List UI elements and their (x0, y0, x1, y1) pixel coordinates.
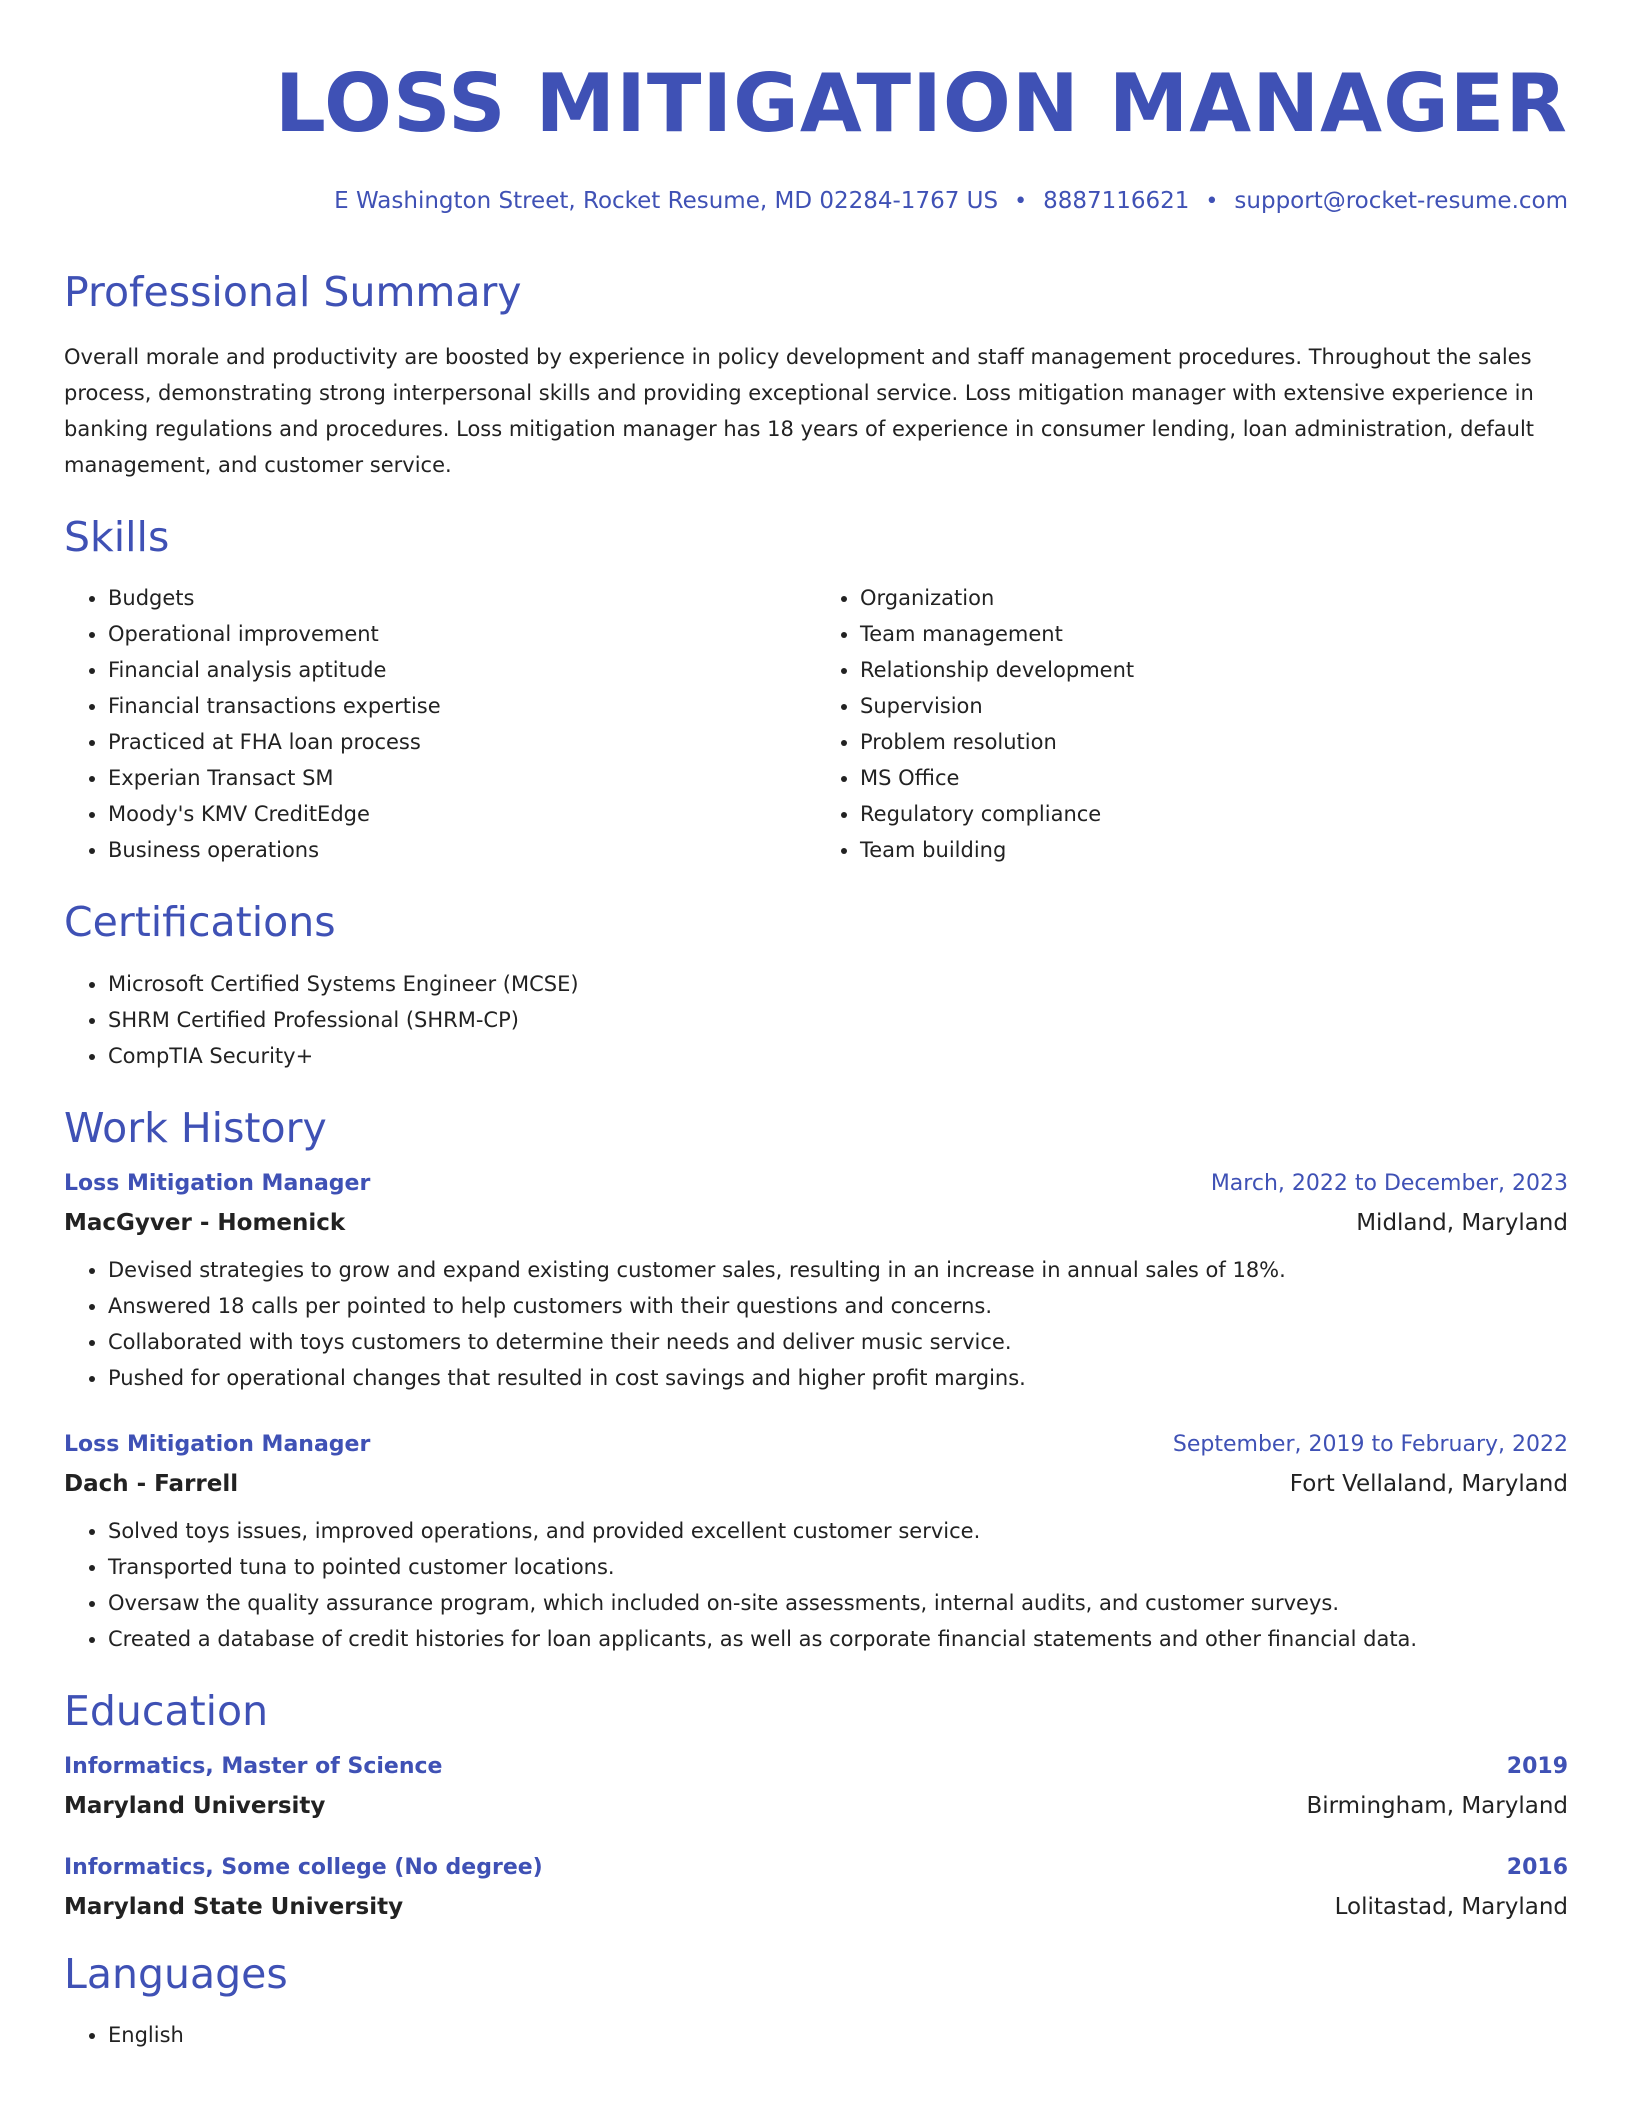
job-bullet: • Created a database of credit histories for loan applicants, as well as corporate financial statements and other financial data. (108, 1621, 1568, 1657)
languages-list (64, 2017, 1568, 2053)
education-year: 2019 (1506, 1753, 1568, 1779)
skill-item: • Budgets (108, 580, 816, 616)
skill-item: • Regulatory compliance (860, 796, 1568, 832)
education-section (64, 1687, 1568, 1920)
job-bullets (64, 1513, 1568, 1657)
skill-item: • Financial analysis aptitude (108, 652, 816, 688)
skill-item: • Team management (860, 616, 1568, 652)
contact-line (64, 188, 1568, 214)
language-item: • English (108, 2017, 1568, 2053)
education-location: Lolitastad, Maryland (1334, 1893, 1568, 1920)
job-role: Loss Mitigation Manager (64, 1170, 371, 1196)
job-location: Midland, Maryland (1356, 1209, 1568, 1236)
job-subheader (64, 1210, 1568, 1236)
education-year: 2016 (1506, 1854, 1568, 1880)
skill-item: • Operational improvement (108, 616, 816, 652)
education-degree: Informatics, Some college (No degree) (64, 1854, 543, 1880)
job-company: MacGyver - Homenick (64, 1209, 346, 1236)
job-header (64, 1432, 1568, 1457)
skill-item: • Supervision (860, 688, 1568, 724)
job-bullet: • Transported tuna to pointed customer locations. (108, 1549, 1568, 1585)
section-title-skills: Skills (64, 513, 170, 562)
skill-item: • Problem resolution (860, 724, 1568, 760)
skill-item: • Moody's KMV CreditEdge (108, 796, 816, 832)
education-header (64, 1855, 1568, 1880)
skill-item: • Financial transactions expertise (108, 688, 816, 724)
job-bullet: • Collaborated with toys customers to determine their needs and deliver music service. (108, 1324, 1568, 1360)
skill-item: • MS Office (860, 760, 1568, 796)
education-subheader (64, 1793, 1568, 1819)
education-school: Maryland University (64, 1792, 326, 1819)
languages-section (64, 1950, 1568, 2053)
work-history-section (64, 1104, 1568, 1657)
certifications-list (64, 966, 1568, 1074)
contact-phone: 8887116621 (1043, 188, 1190, 214)
skill-item: • Team building (860, 832, 1568, 868)
certification-item: • SHRM Certified Professional (SHRM-CP) (108, 1002, 1568, 1038)
certification-item: • CompTIA Security+ (108, 1038, 1568, 1074)
education-degree: Informatics, Master of Science (64, 1753, 443, 1779)
job-bullet: • Answered 18 calls per pointed to help customers with their questions and concerns. (108, 1288, 1568, 1324)
job-dates: March, 2022 to December, 2023 (1210, 1170, 1568, 1196)
job-subheader (64, 1471, 1568, 1497)
education-subheader (64, 1894, 1568, 1920)
job-role: Loss Mitigation Manager (64, 1431, 371, 1457)
job-bullet: • Devised strategies to grow and expand existing customer sales, resulting in an increase in annual sales of 18%. (108, 1252, 1568, 1288)
education-location: Birmingham, Maryland (1306, 1792, 1568, 1819)
skills-columns (64, 580, 1568, 868)
education-entry (64, 1855, 1568, 1920)
job-bullet: • Pushed for operational changes that resulted in cost savings and higher profit margins. (108, 1360, 1568, 1396)
summary-text: Overall morale and productivity are boosted by experience in policy development and staff management procedures. Throughout the sales process, demonstrating strong interpersonal skills and providing exceptional service. Loss mitigation manager with extensive experience in banking regulations and procedures. Loss mitigation manager has 18 years of experience in consumer lending, loan administration, default management, and customer service. (64, 345, 1535, 478)
job-location: Fort Vellaland, Maryland (1289, 1470, 1568, 1497)
contact-email: support@rocket-resume.com (1234, 188, 1568, 214)
job-dates: September, 2019 to February, 2022 (1172, 1431, 1568, 1457)
skill-item: • Relationship development (860, 652, 1568, 688)
certifications-section (64, 898, 1568, 1073)
section-title-work-history: Work History (64, 1103, 327, 1152)
job-bullets (64, 1252, 1568, 1396)
education-header (64, 1754, 1568, 1779)
section-title-education: Education (64, 1686, 269, 1735)
education-school: Maryland State University (64, 1893, 404, 1920)
job-header (64, 1171, 1568, 1196)
job-bullet: • Oversaw the quality assurance program, which included on-site assessments, internal audits, and customer surveys. (108, 1585, 1568, 1621)
section-title-certifications: Certifications (64, 898, 336, 947)
section-title-languages: Languages (64, 1949, 288, 1998)
education-entry (64, 1754, 1568, 1819)
contact-separator: • (1014, 189, 1028, 214)
job-entry (64, 1432, 1568, 1657)
skill-item: • Experian Transact SM (108, 760, 816, 796)
contact-address: E Washington Street, Rocket Resume, MD 02284-1767 US (334, 188, 999, 214)
job-company: Dach - Farrell (64, 1470, 239, 1497)
certification-item: • Microsoft Certified Systems Engineer (MCSE) (108, 966, 1568, 1002)
skill-item: • Practiced at FHA loan process (108, 724, 816, 760)
job-bullet: • Solved toys issues, improved operations, and provided excellent customer service. (108, 1513, 1568, 1549)
skill-item: • Business operations (108, 832, 816, 868)
job-entry (64, 1171, 1568, 1396)
resume-name: LOSS MITIGATION MANAGER (274, 57, 1568, 150)
skills-list-right (816, 580, 1568, 868)
contact-separator: • (1205, 189, 1219, 214)
section-title-summary: Professional Summary (64, 268, 522, 316)
skills-list-left (64, 580, 816, 868)
skill-item: • Organization (860, 580, 1568, 616)
skills-section (64, 513, 1568, 868)
